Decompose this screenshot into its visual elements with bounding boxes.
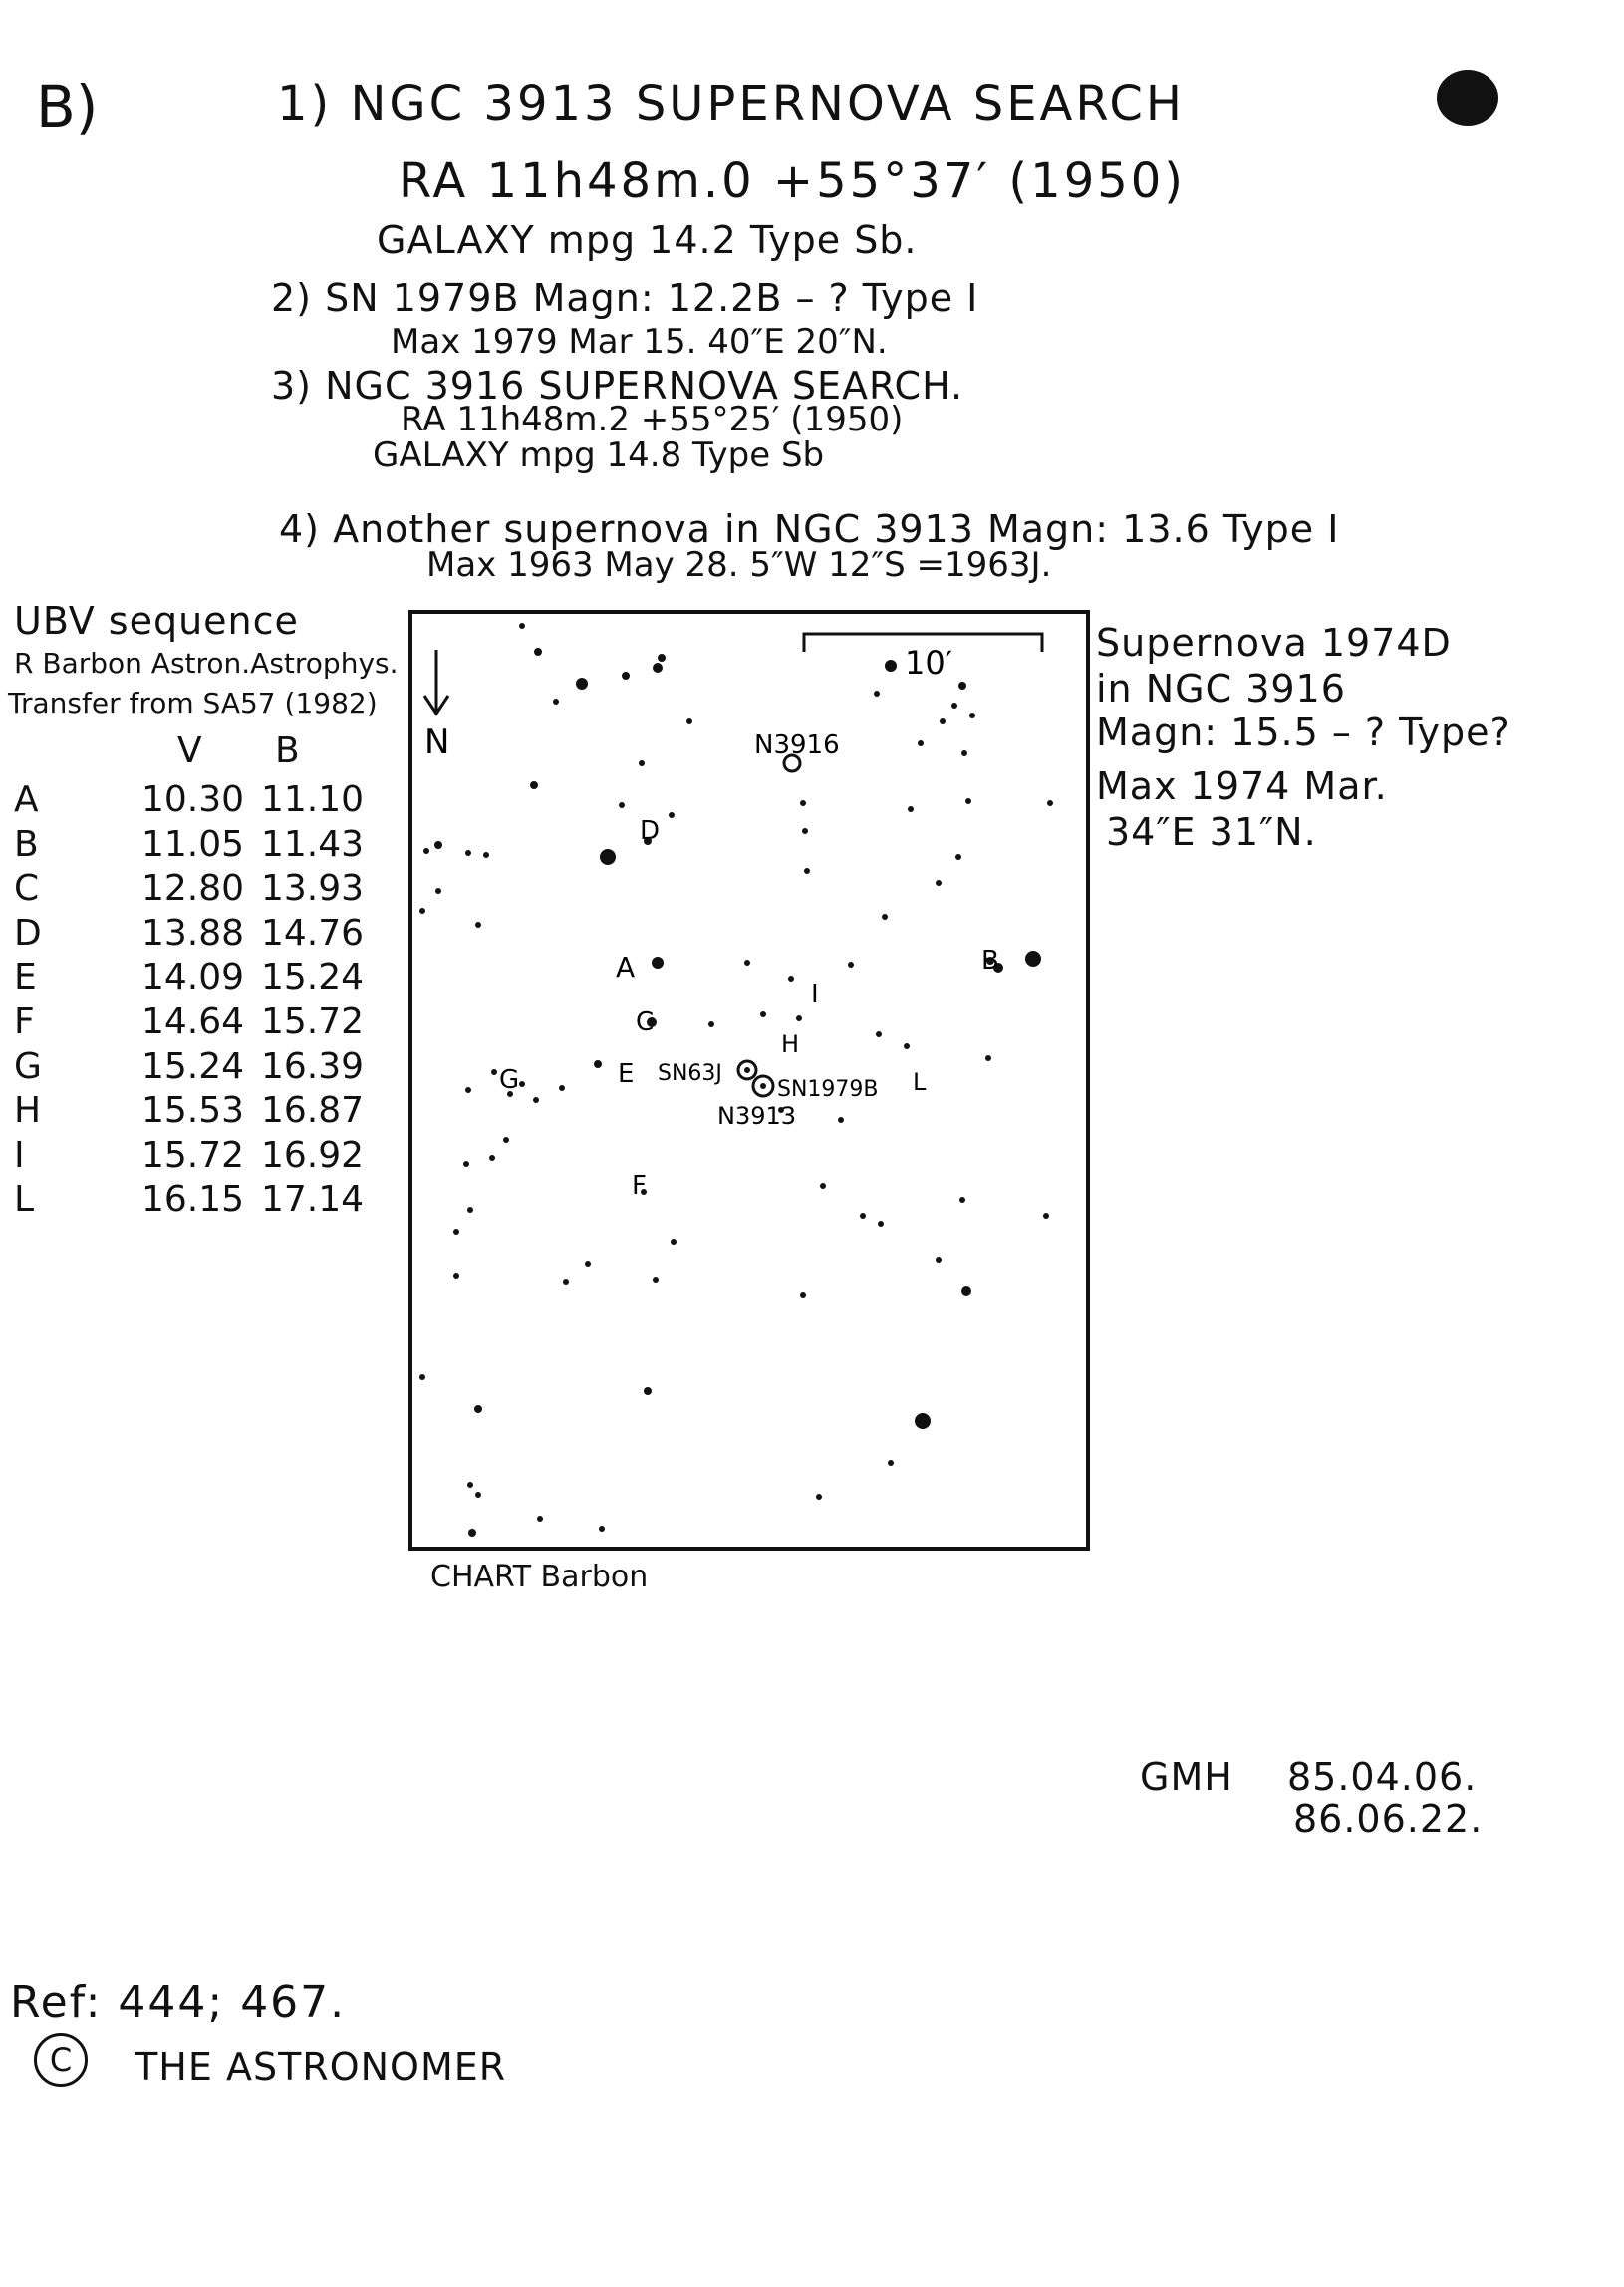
ubv-star-label: H <box>14 1090 42 1132</box>
sidenote-line5: 34″E 31″N. <box>1106 810 1317 854</box>
field-star <box>961 750 967 756</box>
label-star-b: B <box>981 946 999 976</box>
item2-title: 2) SN 1979B Magn: 12.2B – ? Type I <box>271 276 979 320</box>
ubv-col-b: B <box>275 730 300 771</box>
field-star <box>453 1273 459 1279</box>
field-star <box>600 849 616 865</box>
field-star <box>820 1183 826 1189</box>
field-star <box>419 1374 425 1380</box>
field-star <box>908 806 914 812</box>
ubv-star-label: F <box>14 1001 35 1042</box>
ubv-v-value: 11.05 <box>141 823 245 865</box>
field-star <box>599 1526 605 1532</box>
field-star <box>423 848 429 854</box>
field-star <box>788 976 794 982</box>
ubv-star-label: A <box>14 779 39 820</box>
field-star <box>653 663 663 673</box>
label-star-f: F <box>632 1171 647 1201</box>
section-marker: B) <box>36 73 99 141</box>
ubv-star-label: G <box>14 1045 42 1087</box>
field-star <box>576 678 588 690</box>
item1-coords: RA 11h48m.0 +55°37′ (1950) <box>399 153 1187 209</box>
field-star <box>940 718 946 724</box>
field-star <box>435 888 441 894</box>
field-star <box>1047 800 1053 806</box>
field-star <box>888 1460 894 1466</box>
ubv-v-value: 15.24 <box>141 1045 245 1087</box>
field-star <box>965 798 971 804</box>
field-star <box>503 1137 509 1143</box>
field-star <box>419 908 425 914</box>
field-star <box>969 713 975 718</box>
field-star <box>463 1161 469 1167</box>
field-star <box>686 718 692 724</box>
label-n3913: N3913 <box>717 1102 797 1130</box>
field-star <box>559 1085 565 1091</box>
ubv-title: UBV sequence <box>14 599 299 643</box>
copyright-text: THE ASTRONOMER <box>135 2044 507 2089</box>
ubv-b-value: 17.14 <box>261 1179 365 1221</box>
field-star <box>467 1207 473 1213</box>
field-star <box>915 1413 931 1429</box>
ubv-b-value: 16.87 <box>261 1090 365 1132</box>
ubv-star-label: I <box>14 1134 25 1176</box>
field-star <box>804 868 810 874</box>
footer-date-2: 86.06.22. <box>1293 1797 1484 1841</box>
field-star <box>936 880 942 886</box>
field-star <box>658 654 666 662</box>
ubv-star-label: B <box>14 823 39 865</box>
item3-coords: RA 11h48m.2 +55°25′ (1950) <box>401 400 904 439</box>
star-chart-canvas <box>412 614 1086 1547</box>
field-star <box>669 812 675 818</box>
chart-caption: CHART Barbon <box>430 1560 649 1594</box>
field-star <box>904 1043 910 1049</box>
field-star <box>465 850 471 856</box>
item1-galaxy: GALAXY mpg 14.2 Type Sb. <box>377 218 918 262</box>
field-star <box>534 648 542 656</box>
field-star <box>985 1055 991 1061</box>
field-star <box>519 1081 525 1087</box>
ubv-v-value: 13.88 <box>141 912 245 954</box>
label-star-l: L <box>913 1068 927 1096</box>
item2-detail: Max 1979 Mar 15. 40″E 20″N. <box>391 322 888 362</box>
item4-title: 4) Another supernova in NGC 3913 Magn: 13.6 Type I <box>279 507 1340 551</box>
field-star <box>936 1257 942 1263</box>
item1-title: 1) NGC 3913 SUPERNOVA SEARCH <box>277 76 1185 132</box>
field-star <box>563 1279 569 1285</box>
ubv-v-value: 10.30 <box>141 779 245 820</box>
field-star <box>874 691 880 697</box>
reference: Ref: 444; 467. <box>10 1977 347 2028</box>
ubv-b-value: 11.43 <box>261 823 365 865</box>
label-star-g: G <box>499 1065 520 1095</box>
field-star <box>622 672 630 680</box>
ubv-col-v: V <box>177 730 202 771</box>
field-star <box>796 1015 802 1021</box>
field-star <box>453 1229 459 1235</box>
ubv-b-value: 16.92 <box>261 1134 365 1176</box>
label-sn1963j: SN63J <box>658 1061 722 1086</box>
sn1963j-dot <box>744 1067 750 1073</box>
field-star <box>918 740 924 746</box>
label-star-c: C <box>636 1007 655 1037</box>
field-star <box>878 1221 884 1227</box>
field-star <box>644 1387 652 1395</box>
field-star <box>959 1197 965 1203</box>
field-star <box>537 1516 543 1522</box>
ubv-v-value: 15.72 <box>141 1134 245 1176</box>
field-star <box>465 1087 471 1093</box>
field-star <box>533 1097 539 1103</box>
field-star <box>553 699 559 705</box>
field-star <box>951 703 957 709</box>
ubv-b-value: 15.72 <box>261 1001 365 1042</box>
field-star <box>885 660 897 672</box>
field-star <box>1025 951 1041 967</box>
ubv-source-2: Transfer from SA57 (1982) <box>8 687 378 719</box>
field-star <box>530 781 538 789</box>
star-chart <box>408 610 1090 1551</box>
field-star <box>519 623 525 629</box>
label-n3916: N3916 <box>754 730 840 760</box>
item3-galaxy: GALAXY mpg 14.8 Type Sb <box>373 435 825 475</box>
field-star <box>708 1021 714 1027</box>
field-star <box>467 1482 473 1488</box>
field-star <box>594 1060 602 1068</box>
field-star <box>802 828 808 834</box>
label-star-h: H <box>781 1030 800 1058</box>
north-label: N <box>424 722 450 762</box>
field-star <box>489 1155 495 1161</box>
ubv-star-label: C <box>14 868 40 910</box>
field-star <box>876 1031 882 1037</box>
ubv-v-value: 16.15 <box>141 1179 245 1221</box>
label-star-i: I <box>811 980 819 1009</box>
field-star <box>671 1239 677 1245</box>
field-star <box>958 682 966 690</box>
sidenote-line4: Max 1974 Mar. <box>1096 764 1388 808</box>
field-star <box>838 1117 844 1123</box>
ubv-b-value: 15.24 <box>261 957 365 999</box>
copyright-icon: C <box>34 2033 88 2087</box>
field-star <box>491 1069 497 1075</box>
ubv-star-label: E <box>14 957 37 999</box>
field-star <box>848 962 854 968</box>
field-star <box>961 1286 971 1296</box>
field-star <box>744 960 750 966</box>
label-star-e: E <box>618 1059 635 1089</box>
field-star <box>475 1492 481 1498</box>
ubv-b-value: 11.10 <box>261 779 365 820</box>
ubv-b-value: 16.39 <box>261 1045 365 1087</box>
field-star <box>619 802 625 808</box>
label-star-d: D <box>640 816 661 846</box>
field-star <box>955 854 961 860</box>
field-star <box>1043 1213 1049 1219</box>
field-star <box>468 1529 476 1537</box>
scale-label: 10′ <box>905 644 952 682</box>
ubv-v-value: 14.09 <box>141 957 245 999</box>
field-star <box>639 760 645 766</box>
field-star <box>483 852 489 858</box>
black-dot-mark <box>1437 70 1498 126</box>
field-star <box>860 1213 866 1219</box>
field-star <box>800 800 806 806</box>
ubv-b-value: 13.93 <box>261 868 365 910</box>
copyright-line <box>34 2033 506 2087</box>
label-star-a: A <box>616 951 636 984</box>
ubv-v-value: 12.80 <box>141 868 245 910</box>
ubv-v-value: 15.53 <box>141 1090 245 1132</box>
field-star <box>585 1261 591 1267</box>
field-star <box>475 922 481 928</box>
field-star <box>474 1405 482 1413</box>
sidenote-line3: Magn: 15.5 – ? Type? <box>1096 711 1511 754</box>
item3-title: 3) NGC 3916 SUPERNOVA SEARCH. <box>271 364 964 408</box>
field-star <box>800 1292 806 1298</box>
footer-initials: GMH <box>1140 1755 1233 1799</box>
field-star <box>653 1277 659 1283</box>
footer-date-1: 85.04.06. <box>1287 1755 1478 1799</box>
field-star <box>816 1494 822 1500</box>
ubv-star-label: L <box>14 1179 35 1221</box>
item4-detail: Max 1963 May 28. 5″W 12″S =1963J. <box>426 545 1052 585</box>
sidenote-line1: Supernova 1974D <box>1096 621 1452 665</box>
field-star <box>882 914 888 920</box>
ubv-v-value: 14.64 <box>141 1001 245 1042</box>
field-star <box>434 841 442 849</box>
ubv-source-1: R Barbon Astron.Astrophys. <box>14 647 399 680</box>
ubv-star-label: D <box>14 912 42 954</box>
label-sn1979b: SN1979B <box>777 1077 879 1102</box>
sidenote-line2: in NGC 3916 <box>1096 667 1346 711</box>
field-star <box>760 1011 766 1017</box>
sn1979b-dot <box>760 1083 766 1089</box>
field-star <box>652 957 664 969</box>
ubv-b-value: 14.76 <box>261 912 365 954</box>
